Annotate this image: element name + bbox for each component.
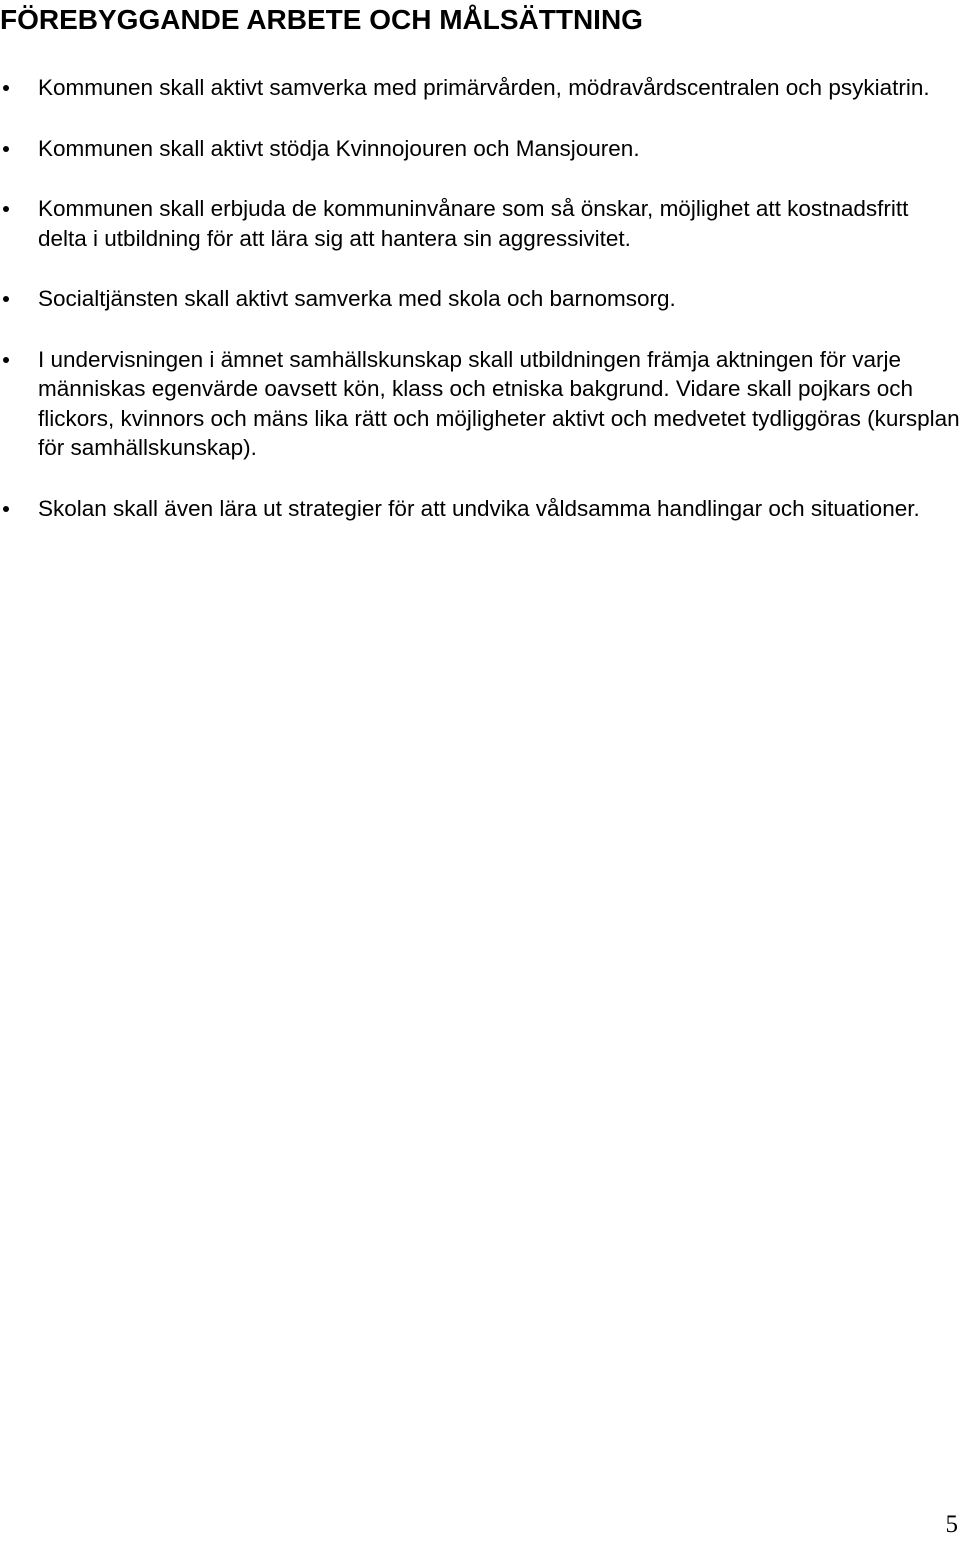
bullet-icon: [3, 296, 9, 302]
list-item: [0, 494, 960, 524]
bullet-icon: [3, 206, 9, 212]
list-item-text: Kommunen skall aktivt samverka med primärvården, mödravårdscentralen och psykiatrin.: [38, 75, 930, 100]
list-item: [0, 284, 960, 314]
list-item-text: Kommunen skall erbjuda de kommuninvånare som så önskar, möjlighet att kostnadsfritt delta i utbildning för att lära sig att hantera sin aggressivitet.: [38, 196, 909, 251]
list-item: [0, 345, 960, 463]
page-number: 5: [945, 1511, 958, 1538]
list-item-text: Skolan skall även lära ut strategier för att undvika våldsamma handlingar och situationer.: [38, 495, 920, 521]
list-item-text: Kommunen skall aktivt stödja Kvinnojouren och Mansjouren.: [38, 135, 640, 161]
page-title: FÖREBYGGANDE ARBETE OCH MÅLSÄTTNING: [0, 4, 643, 35]
bullet-icon: [3, 85, 9, 91]
list-item: [0, 73, 960, 103]
bullet-list: [0, 73, 960, 554]
list-item: [0, 134, 960, 164]
list-item: [0, 194, 960, 253]
list-item-text: I undervisningen i ämnet samhällskunskap skall utbildningen främja aktningen för varje människas egenvärde oavsett kön, klass och etniska bakgrund. Vidare skall pojkars och flickors, kvinnors och mäns lika rätt och möjligheter aktivt och medvetet tydliggöras (kursplan för samhällskunskap).: [38, 346, 960, 460]
bullet-icon: [3, 146, 9, 152]
list-item-text: Socialtjänsten skall aktivt samverka med skola och barnomsorg.: [38, 286, 676, 311]
bullet-icon: [3, 357, 9, 363]
bullet-icon: [3, 506, 9, 512]
